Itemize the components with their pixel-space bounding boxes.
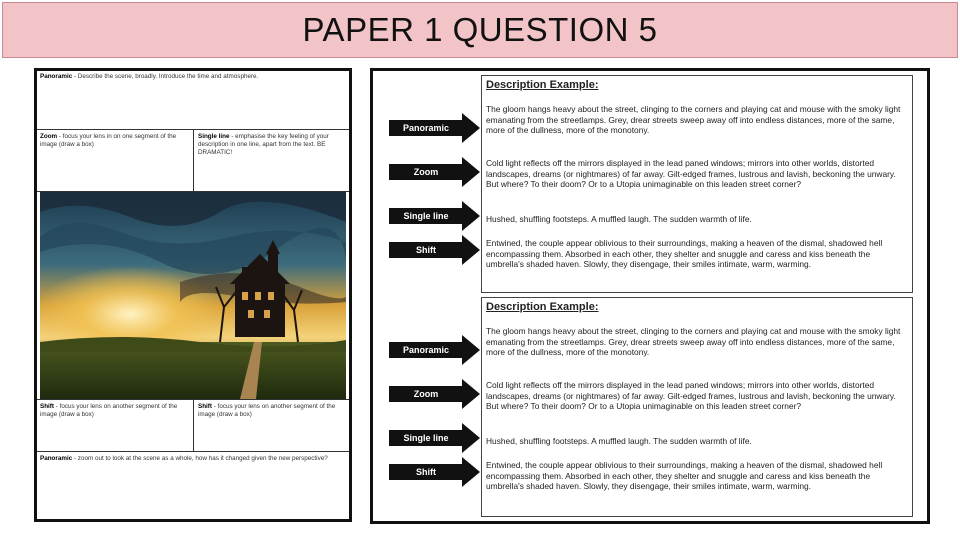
- arrow-label: Shift: [416, 245, 436, 255]
- arrow-label: Shift: [416, 467, 436, 477]
- arrow-right-icon: [462, 379, 480, 409]
- arrow-single-line: [389, 201, 485, 231]
- description-example-2: [481, 297, 913, 517]
- ws-label: Single line: [198, 133, 230, 140]
- ws-text: - focus your lens in on one segment of the image (draw a box): [40, 133, 177, 148]
- arrow-right-icon: [462, 113, 480, 143]
- example-paragraph: Entwined, the couple appear oblivious to their surroundings, making a heaven of the dismal, shadowed hell encompassing them. Absorbed in each other, they shelter and snuggle and caress and kiss beneath the umbrella's shaded haven. Slowly, they disengage, their smiles intimate, warm, warming.: [486, 460, 883, 491]
- ws-panoramic-top: [37, 71, 349, 83]
- arrow-panoramic-2: [389, 335, 485, 365]
- ws-zoom: [37, 131, 189, 151]
- ws-text: - emphasise the key feeling of your description in one line, apart from the text. BE DRAMATIC!: [198, 133, 329, 156]
- ws-text: - focus your lens on another segment of the image (draw a box): [198, 403, 336, 418]
- ws-label: Panoramic: [40, 73, 73, 80]
- example-heading: Description Example:: [486, 79, 599, 91]
- arrow-label: Single line: [403, 433, 449, 443]
- ws-divider: [193, 399, 194, 451]
- example-paragraph: Entwined, the couple appear oblivious to their surroundings, making a heaven of the dismal, shadowed hell encompassing them. Absorbed in each other, they shelter and snuggle and caress and kiss beneath the umbrella's shaded haven. Slowly, they disengage, their smiles intimate, warm, warming.: [486, 238, 883, 269]
- worksheet: [34, 68, 352, 522]
- description-example-1: [481, 75, 913, 293]
- haunted-house-picture: [40, 192, 346, 399]
- ws-label: Panoramic: [40, 455, 73, 462]
- arrow-right-icon: [462, 235, 480, 265]
- ws-single-line: [195, 131, 345, 159]
- arrow-label: Panoramic: [402, 123, 450, 133]
- example-paragraph: Cold light reflects off the mirrors displayed in the lead paned windows; mirrors into other worlds, distorted landscapes, dreams (or nightmares) of far away. Gilt-edged frames, lustrous and lavish, beckoning the unwary. But where? To their doom? Or to a Utopia unimaginable on this leaden street corner?: [486, 158, 896, 189]
- ws-divider: [193, 129, 194, 191]
- arrow-zoom-2: [389, 379, 485, 409]
- ws-text: - focus your lens on another segment of the image (draw a box): [40, 403, 178, 418]
- ws-panoramic-bottom: [37, 453, 349, 465]
- arrow-single-line-2: [389, 423, 485, 453]
- example-heading: Description Example:: [486, 301, 599, 313]
- ws-divider: [37, 451, 349, 452]
- ws-label: Shift: [198, 403, 212, 410]
- example-paragraph: The gloom hangs heavy about the street, clinging to the corners and playing cat and mouse with the smoky light emanating from the streetlamps. Grey, drear streets sweep away off into endless distances, more of the same, more of the dullness, more of the monotony.: [486, 326, 901, 357]
- arrow-right-icon: [462, 423, 480, 453]
- example-paragraph: Hushed, shuffling footsteps. A muffled laugh. The sudden warmth of life.: [486, 436, 752, 446]
- examples-panel: [370, 68, 930, 524]
- example-paragraph: Hushed, shuffling footsteps. A muffled laugh. The sudden warmth of life.: [486, 214, 752, 224]
- ws-shift-2: [195, 401, 345, 421]
- arrow-right-icon: [462, 457, 480, 487]
- example-paragraph: The gloom hangs heavy about the street, clinging to the corners and playing cat and mouse with the smoky light emanating from the streetlamps. Grey, drear streets sweep away off into endless distances, more of the same, more of the dullness, more of the monotony.: [486, 104, 901, 135]
- arrow-label: Zoom: [413, 167, 439, 177]
- haunted-house-image: [40, 192, 346, 399]
- title-bar: [2, 2, 958, 58]
- ws-label: Zoom: [40, 133, 58, 140]
- ws-text: - zoom out to look at the scene as a whole, how has it changed given the new perspective?: [72, 455, 328, 462]
- ws-text: - Describe the scene, broadly. Introduce the time and atmosphere.: [72, 73, 259, 80]
- arrow-label: Single line: [403, 211, 449, 221]
- ws-shift: [37, 401, 189, 421]
- arrow-label: Panoramic: [402, 345, 450, 355]
- arrow-zoom: [389, 157, 485, 187]
- arrow-right-icon: [462, 335, 480, 365]
- arrow-label: Zoom: [413, 389, 439, 399]
- example-paragraph: Cold light reflects off the mirrors displayed in the lead paned windows; mirrors into other worlds, distorted landscapes, dreams (or nightmares) of far away. Gilt-edged frames, lustrous and lavish, beckoning the unwary. But where? To their doom? Or to a Utopia unimaginable on this leaden street corner?: [486, 380, 896, 411]
- arrow-right-icon: [462, 157, 480, 187]
- arrow-shift-2: [389, 457, 485, 487]
- slide-title: PAPER 1 QUESTION 5: [302, 11, 658, 48]
- ws-label: Shift: [40, 403, 54, 410]
- arrow-right-icon: [462, 201, 480, 231]
- arrow-panoramic: [389, 113, 485, 143]
- arrow-shift: [389, 235, 485, 265]
